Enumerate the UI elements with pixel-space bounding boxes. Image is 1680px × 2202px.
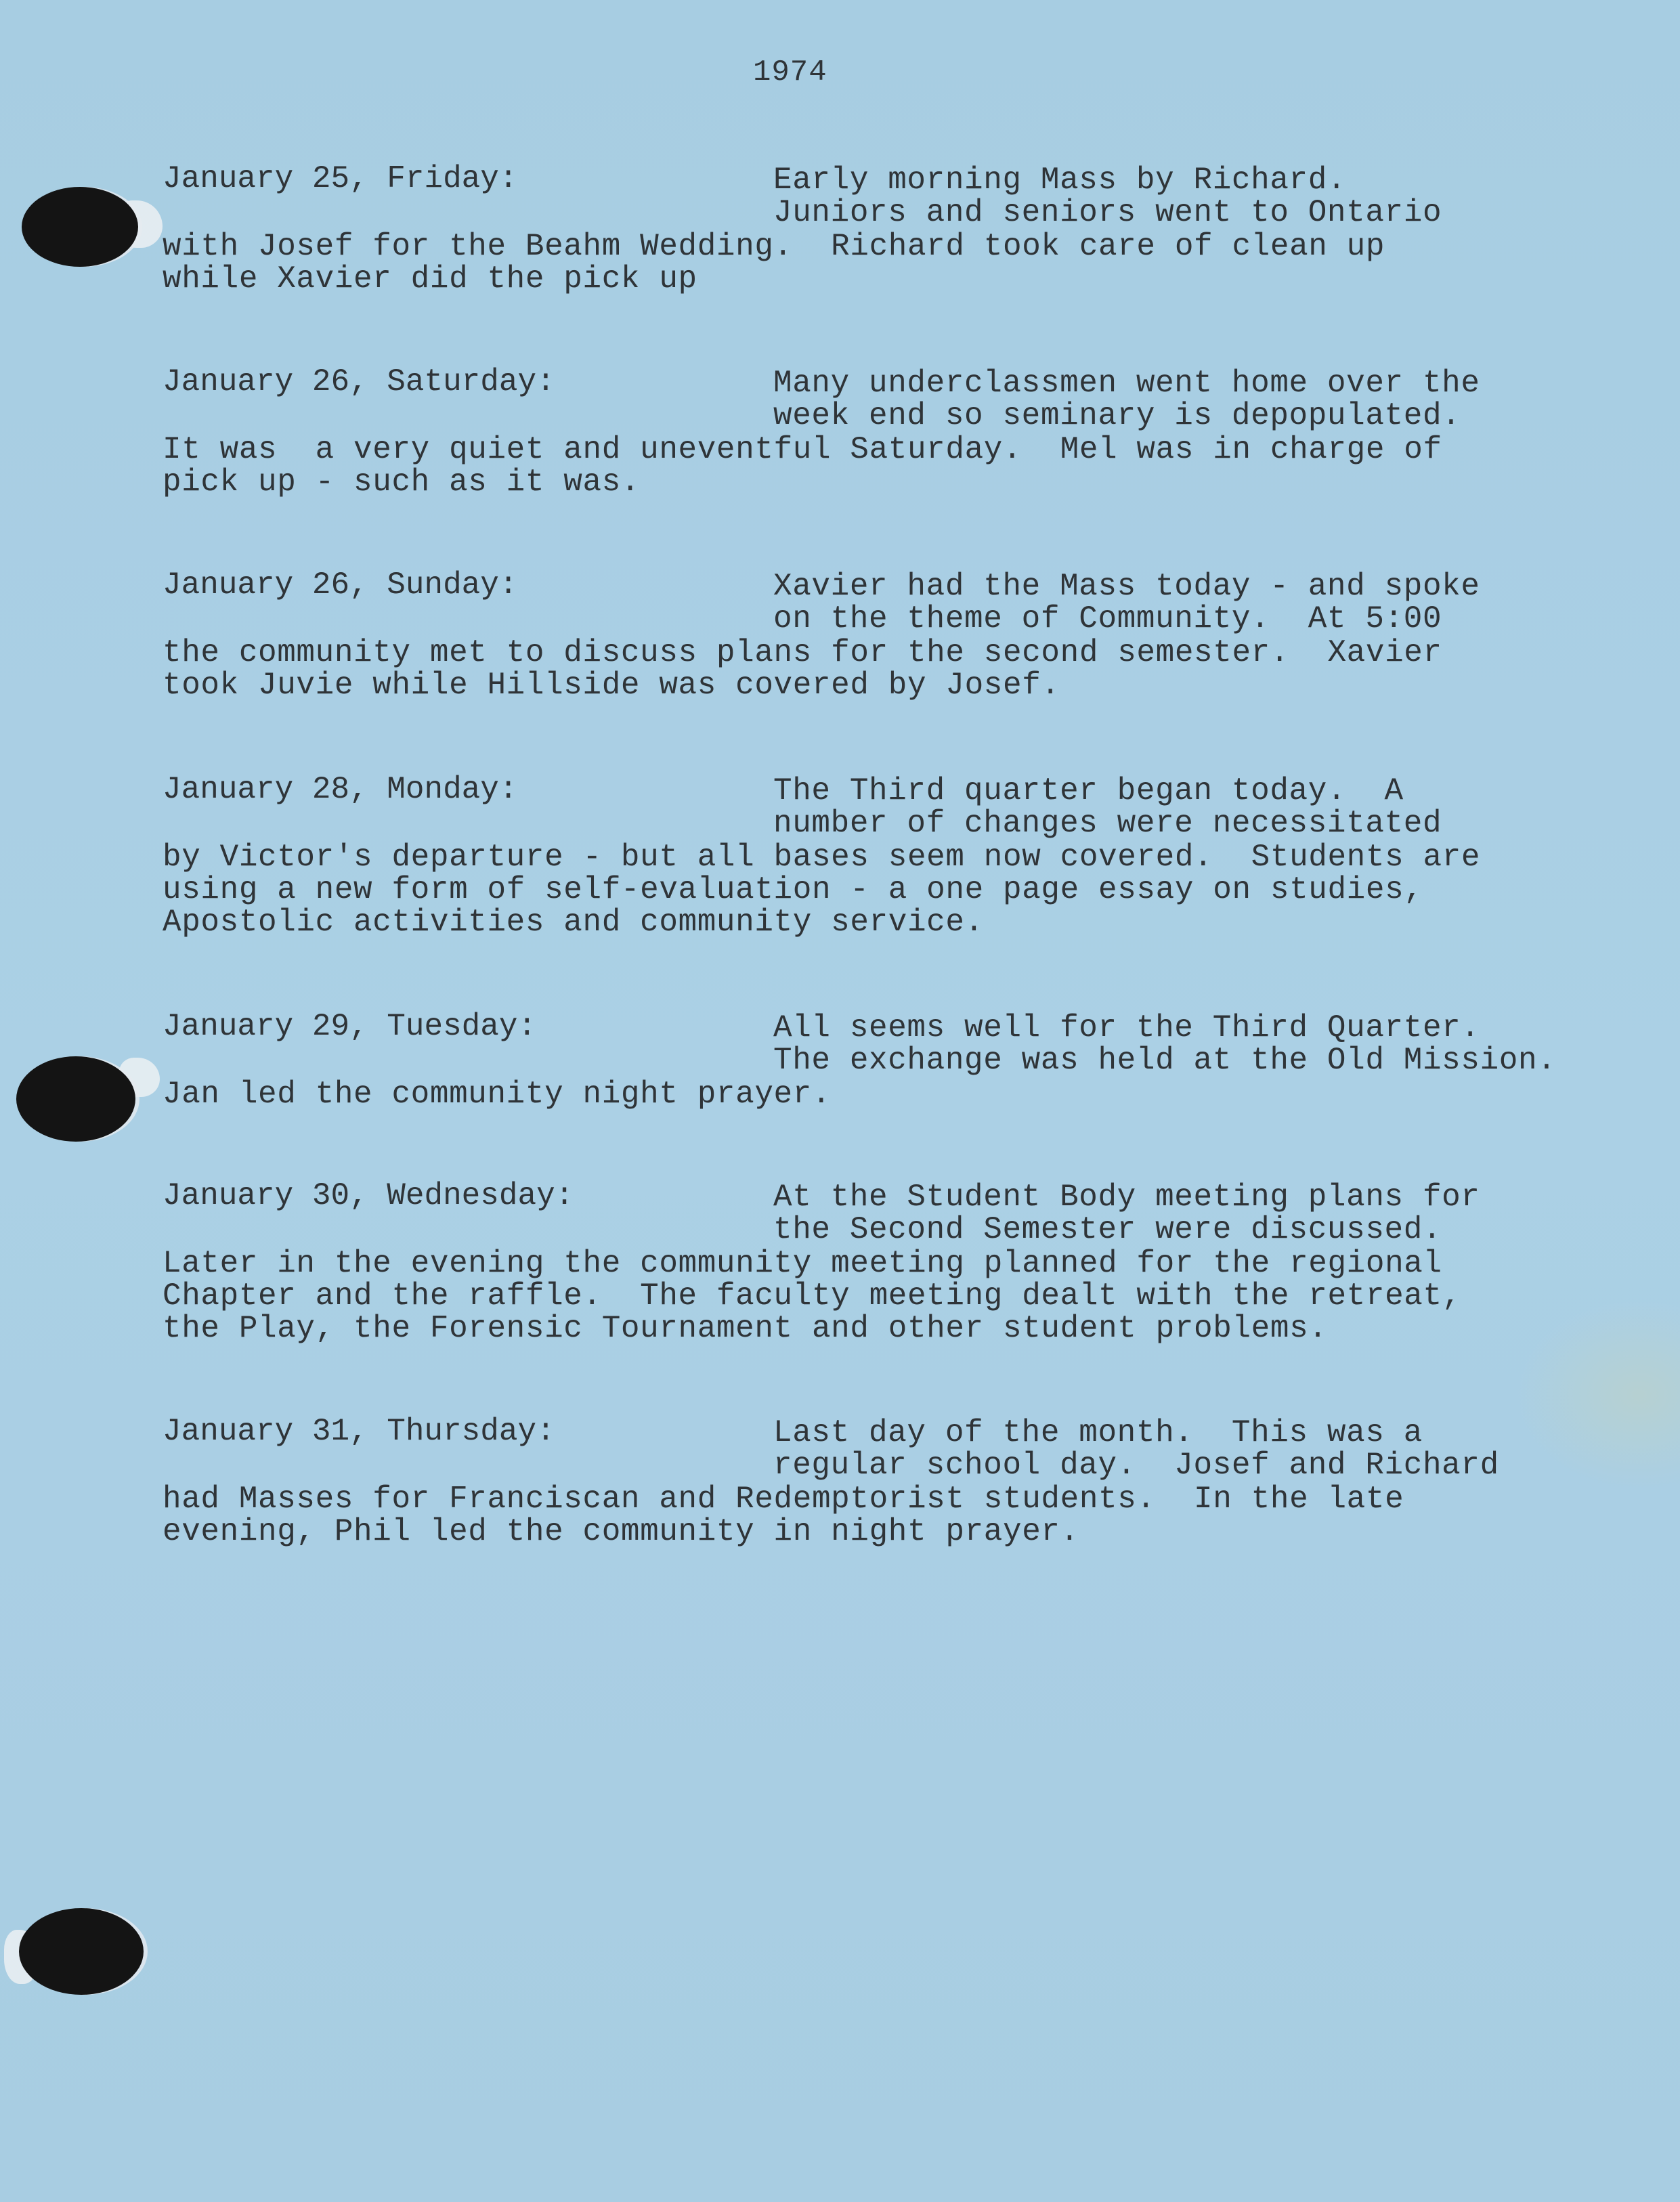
entry-date: January 26, Sunday: [163,567,518,603]
binder-hole [16,1056,135,1142]
entry-line: All seems well for the Third Quarter. [773,1010,1480,1045]
entry-line: took Juvie while Hillside was covered by Josef. [163,668,1060,703]
entry-line: Early morning Mass by Richard. [773,163,1347,198]
entry-date: January 31, Thursday: [163,1414,555,1449]
entry-line: using a new form of self-evaluation - a one page essay on studies, [163,872,1423,907]
entry-line: Chapter and the raffle. The faculty meeting dealt with the retreat, [163,1278,1461,1314]
entry-line: the Second Semester were discussed. [773,1212,1442,1247]
entry-line: week end so seminary is depopulated. [773,398,1461,433]
entry-date: January 26, Saturday: [163,364,555,400]
entry-date: January 25, Friday: [163,161,518,196]
entry-line: Xavier had the Mass today - and spoke [773,569,1480,604]
entry-line: regular school day. Josef and Richard [773,1448,1499,1483]
entry-date: January 30, Wednesday: [163,1178,574,1213]
entry-line: with Josef for the Beahm Wedding. Richard took care of clean up [163,229,1385,264]
binder-hole [19,1908,144,1995]
entry-line: had Masses for Franciscan and Redemptorist students. In the late [163,1482,1404,1517]
entry-line: Last day of the month. This was a [773,1415,1423,1450]
entry-line: Jan led the community night prayer. [163,1077,832,1112]
entry-line: Many underclassmen went home over the [773,366,1480,401]
entry-line: pick up - such as it was. [163,465,641,500]
entry-date: January 29, Tuesday: [163,1009,537,1044]
entry-line: by Victor's departure - but all bases seem now covered. Students are [163,840,1481,875]
entry-line: The exchange was held at the Old Mission. [773,1043,1557,1078]
entry-line: At the Student Body meeting plans for [773,1180,1480,1215]
entry-line: while Xavier did the pick up [163,261,697,297]
entry-line: number of changes were necessitated [773,806,1442,841]
binder-hole [22,187,138,267]
entry-line: Later in the evening the community meeting planned for the regional [163,1246,1442,1281]
entry-line: on the theme of Community. At 5:00 [773,601,1442,636]
entry-line: evening, Phil led the community in night prayer. [163,1514,1079,1549]
entry-line: Apostolic activities and community service. [163,905,984,940]
entry-line: the Play, the Forensic Tournament and other student problems. [163,1311,1328,1346]
entry-line: Juniors and seniors went to Ontario [773,195,1442,230]
entry-line: The Third quarter began today. A [773,773,1404,808]
entry-date: January 28, Monday: [163,772,518,807]
entry-line: the community met to discuss plans for the second semester. Xavier [163,635,1442,670]
entry-line: It was a very quiet and uneventful Saturday. Mel was in charge of [163,432,1442,467]
page-year-header: 1974 [753,56,827,89]
